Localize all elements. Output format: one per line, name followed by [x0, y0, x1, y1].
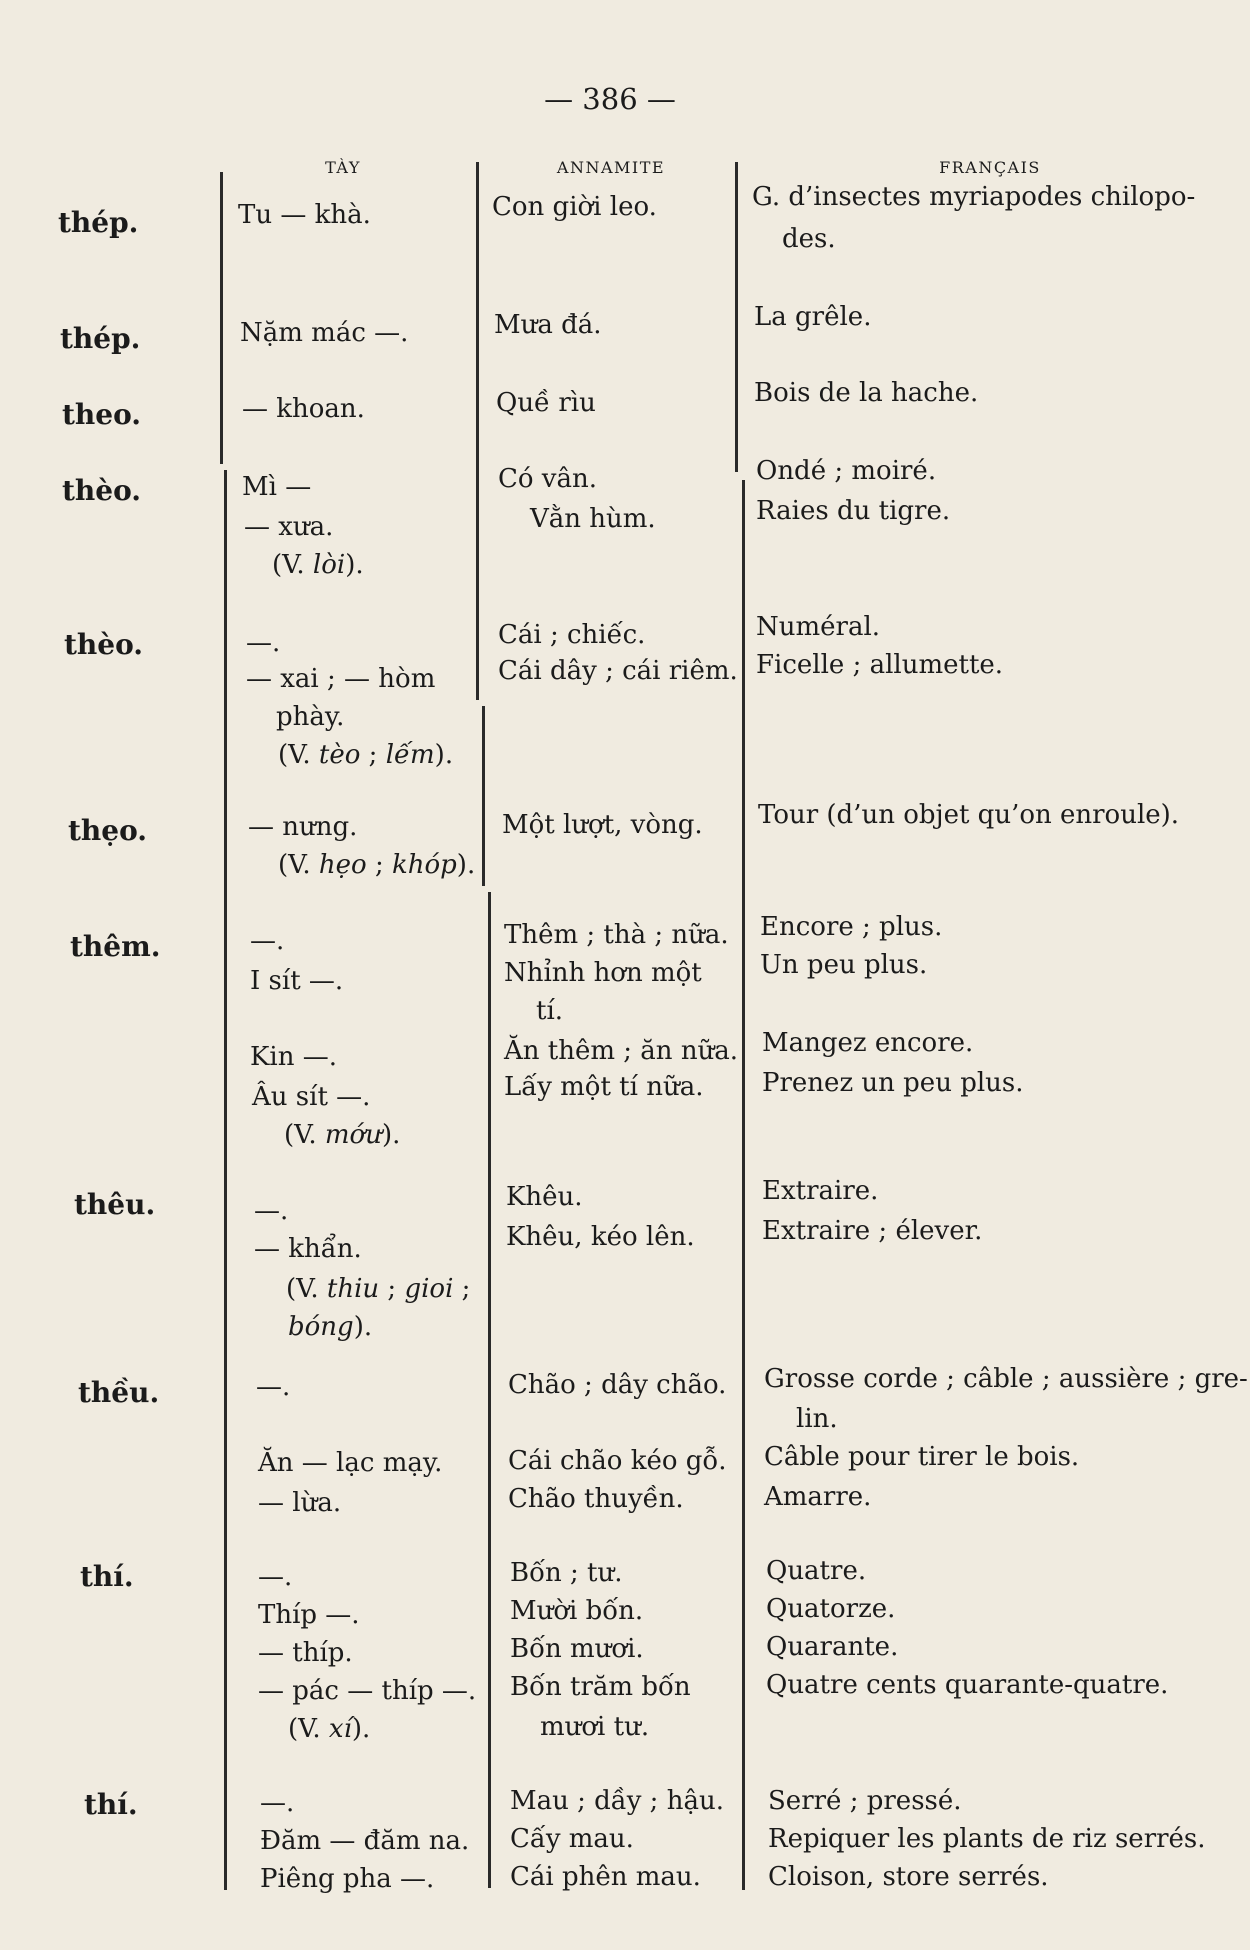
- annamite-text: Một lượt, vòng.: [502, 810, 703, 840]
- french-text: des.: [782, 224, 836, 254]
- tay-text: — xưa.: [244, 512, 334, 542]
- french-text: Bois de la hache.: [754, 378, 979, 408]
- tay-text: Tu — khà.: [238, 200, 371, 230]
- french-text: Numéral.: [756, 612, 881, 642]
- french-text: Encore ; plus.: [760, 912, 943, 942]
- headword: thêu.: [74, 1188, 156, 1221]
- french-text: La grêle.: [754, 302, 872, 332]
- annamite-text: Con giời leo.: [492, 192, 657, 222]
- french-text: Ondé ; moiré.: [756, 456, 937, 486]
- tay-text: —.: [258, 1562, 293, 1592]
- annamite-text: Cái dây ; cái riêm.: [498, 656, 738, 686]
- french-text: Quarante.: [766, 1632, 899, 1662]
- column-header-francais: FRANÇAIS: [939, 158, 1041, 177]
- tay-text: — khoan.: [242, 394, 365, 424]
- tay-text: — khẩn.: [254, 1234, 362, 1264]
- french-text: Câble pour tirer le bois.: [764, 1442, 1080, 1472]
- column-rule-left: [220, 172, 223, 464]
- french-text: Grosse corde ; câble ; aussière ; gre-: [764, 1364, 1248, 1394]
- tay-reference: (V. xí).: [288, 1714, 371, 1744]
- tay-text: I sít —.: [250, 966, 344, 996]
- headword: theo.: [62, 398, 142, 431]
- annamite-text: Cái phên mau.: [510, 1862, 701, 1892]
- tay-reference: bóng).: [288, 1312, 373, 1342]
- annamite-text: Cái ; chiếc.: [498, 620, 646, 650]
- tay-text: Đăm — đăm na.: [260, 1826, 470, 1856]
- french-text: Amarre.: [764, 1482, 872, 1512]
- french-text: Extraire.: [762, 1176, 879, 1206]
- column-rule-middle: [488, 892, 491, 1888]
- tay-text: Kin —.: [250, 1042, 338, 1072]
- annamite-text: Bốn ; tư.: [510, 1558, 623, 1588]
- french-text: G. d’insectes myriapodes chilopo-: [752, 182, 1196, 212]
- french-text: Mangez encore.: [762, 1028, 974, 1058]
- tay-reference: (V. lòi).: [272, 550, 364, 580]
- annamite-text: Chão ; dây chão.: [508, 1370, 727, 1400]
- annamite-text: Cấy mau.: [510, 1824, 634, 1854]
- tay-text: —.: [246, 628, 281, 658]
- headword: thí.: [80, 1560, 134, 1593]
- annamite-text: Ăn thêm ; ăn nữa.: [504, 1036, 739, 1066]
- annamite-text: tí.: [536, 996, 564, 1026]
- annamite-text: Thêm ; thà ; nữa.: [504, 920, 729, 950]
- french-text: Prenez un peu plus.: [762, 1068, 1024, 1098]
- tay-text: Thíp —.: [258, 1600, 360, 1630]
- annamite-text: Có vân.: [498, 464, 598, 494]
- tay-text: Âu sít —.: [252, 1082, 371, 1112]
- french-text: Quatre.: [766, 1556, 867, 1586]
- headword: thêm.: [70, 930, 161, 963]
- annamite-text: Mau ; dầy ; hậu.: [510, 1786, 724, 1816]
- tay-text: Mì —: [242, 472, 312, 502]
- tay-text: — lừa.: [258, 1488, 342, 1518]
- annamite-text: mươi tư.: [540, 1712, 650, 1742]
- french-text: Serré ; pressé.: [768, 1786, 962, 1816]
- headword: thép.: [60, 322, 141, 355]
- column-rule-right: [735, 162, 738, 472]
- french-text: Un peu plus.: [760, 950, 928, 980]
- annamite-text: Lấy một tí nữa.: [504, 1072, 704, 1102]
- headword: thèo.: [62, 474, 142, 507]
- annamite-text: Vằn hùm.: [530, 504, 656, 534]
- column-rule-middle: [476, 162, 479, 700]
- tay-text: Piêng pha —.: [260, 1864, 435, 1894]
- tay-text: — thíp.: [258, 1638, 353, 1668]
- tay-text: —.: [260, 1788, 295, 1818]
- annamite-text: Nhỉnh hơn một: [504, 958, 702, 988]
- french-text: lin.: [796, 1404, 838, 1434]
- tay-text: — pác — thíp —.: [258, 1676, 477, 1706]
- french-text: Cloison, store serrés.: [768, 1862, 1049, 1892]
- tay-text: Ăn — lạc mạy.: [258, 1448, 443, 1478]
- column-header-tay: TÀY: [325, 158, 361, 177]
- column-rule-right: [742, 480, 745, 1890]
- tay-text: — nưng.: [248, 812, 358, 842]
- annamite-text: Mưa đá.: [494, 310, 602, 340]
- headword: thép.: [58, 206, 139, 239]
- column-rule-middle: [482, 706, 485, 886]
- french-text: Repiquer les plants de riz serrés.: [768, 1824, 1206, 1854]
- headword: thí.: [84, 1788, 138, 1821]
- page-number: — 386 —: [544, 82, 676, 116]
- tay-reference: (V. thiu ; gioi ;: [286, 1274, 471, 1304]
- annamite-text: Chão thuyền.: [508, 1484, 684, 1514]
- tay-text: phày.: [276, 702, 345, 732]
- annamite-text: Bốn trăm bốn: [510, 1672, 691, 1702]
- annamite-text: Bốn mươi.: [510, 1634, 644, 1664]
- annamite-text: Khêu.: [506, 1182, 583, 1212]
- column-header-annamite: ANNAMITE: [556, 158, 666, 177]
- headword: thẹo.: [68, 814, 148, 847]
- headword: thèo.: [64, 628, 144, 661]
- tay-reference: (V. hẹo ; khóp).: [278, 850, 476, 880]
- french-text: Raies du tigre.: [756, 496, 951, 526]
- french-text: Ficelle ; allumette.: [756, 650, 1004, 680]
- headword: thều.: [78, 1376, 160, 1409]
- french-text: Quatre cents quarante-quatre.: [766, 1670, 1169, 1700]
- french-text: Extraire ; élever.: [762, 1216, 983, 1246]
- annamite-text: Quề rìu: [496, 388, 596, 418]
- annamite-text: Mười bốn.: [510, 1596, 644, 1626]
- french-text: Tour (d’un objet qu’on enroule).: [758, 800, 1180, 830]
- annamite-text: Khêu, kéo lên.: [506, 1222, 695, 1252]
- french-text: Quatorze.: [766, 1594, 896, 1624]
- tay-text: Nặm mác —.: [240, 318, 409, 348]
- tay-text: —.: [254, 1196, 289, 1226]
- column-rule-left: [224, 470, 227, 1890]
- tay-reference: (V. mớư).: [284, 1120, 401, 1150]
- tay-text: —.: [250, 926, 285, 956]
- tay-text: —.: [256, 1372, 291, 1402]
- tay-reference: (V. tèo ; lếm).: [278, 740, 454, 770]
- tay-text: — xai ; — hòm: [246, 664, 436, 694]
- annamite-text: Cái chão kéo gỗ.: [508, 1446, 727, 1476]
